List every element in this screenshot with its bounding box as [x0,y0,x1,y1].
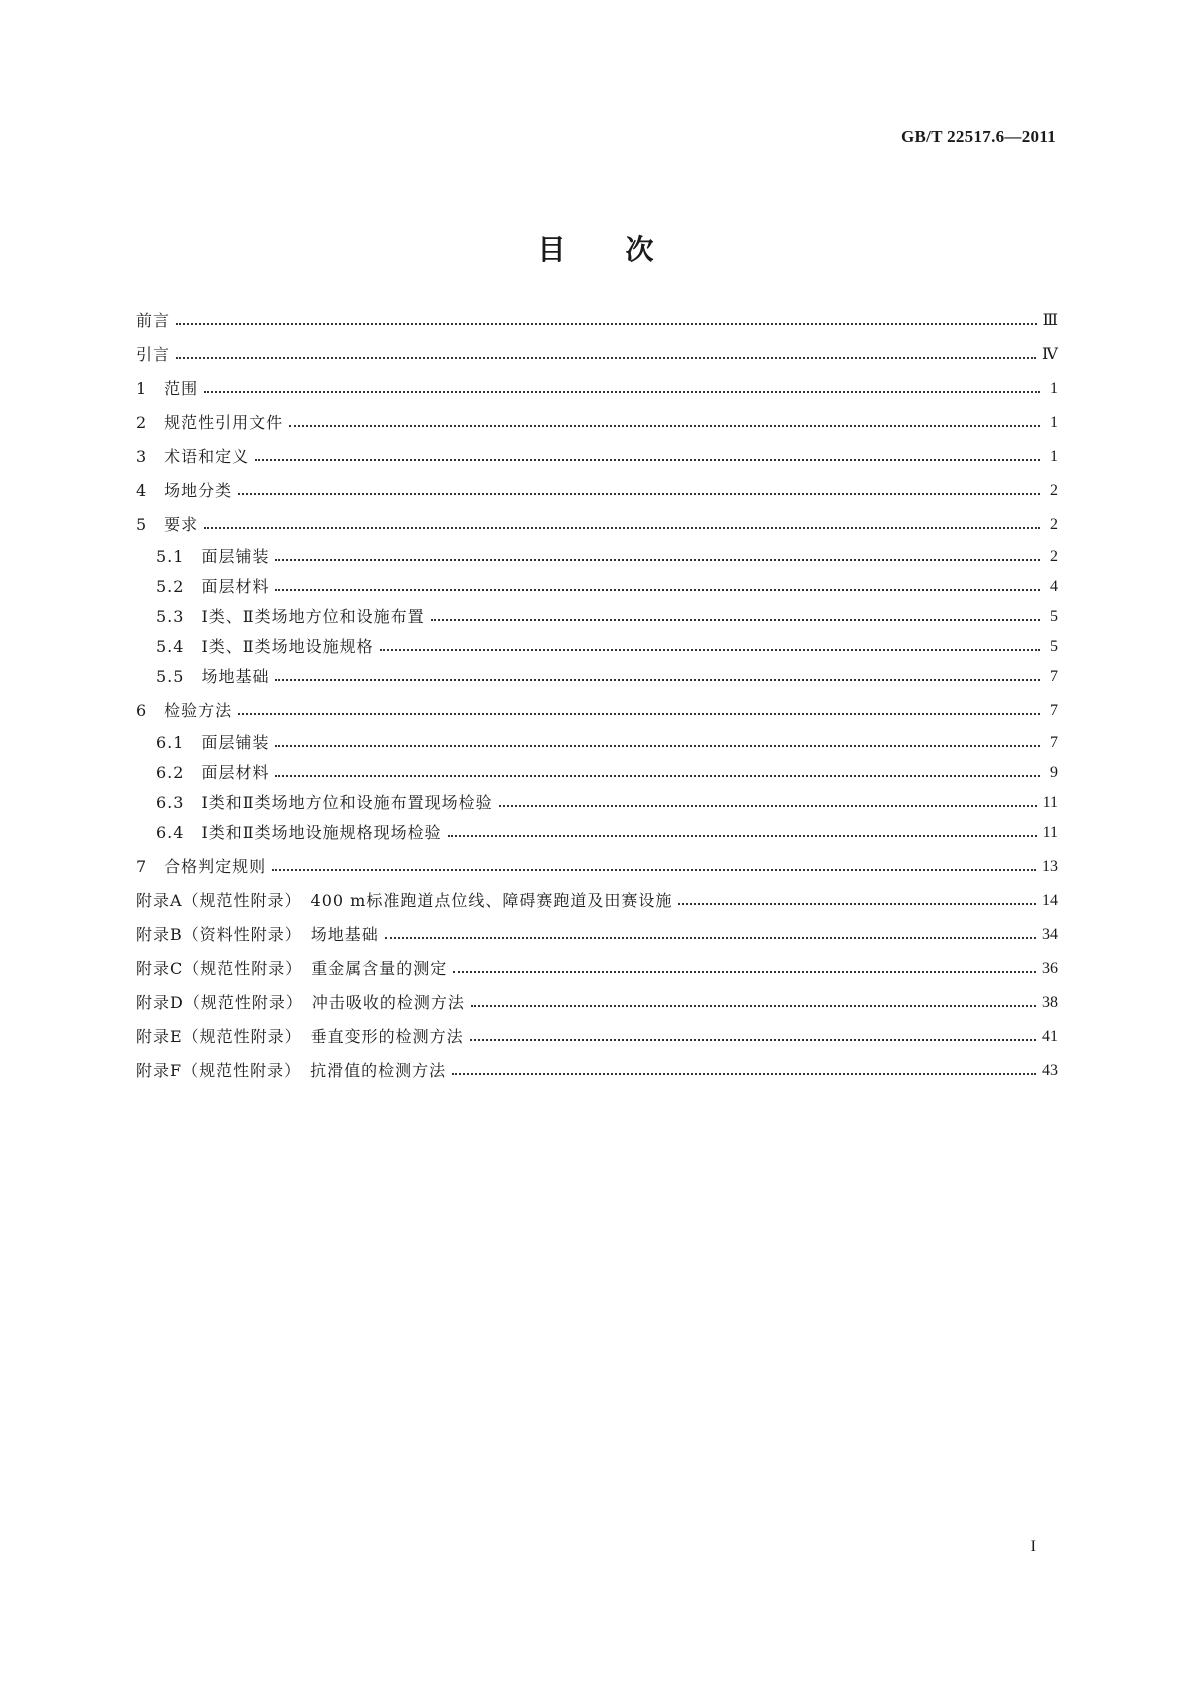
toc-entry[interactable] [136,446,1058,468]
toc-entry[interactable] [136,514,1058,536]
toc-entry-label: 附录B（资料性附录） 场地基础 [136,925,379,944]
toc-entry-label: 3 术语和定义 [136,447,250,466]
toc-entry-page: 4 [1050,578,1058,595]
toc-entry-page: 38 [1042,994,1058,1011]
toc-entry-label: 5.5 场地基础 [156,667,270,686]
toc-subentry[interactable] [156,762,1058,784]
toc-leader-dots [452,1060,1036,1082]
toc-entry-label: 附录F（规范性附录） 抗滑值的检测方法 [136,1061,447,1080]
toc-entry-label: 5.4 Ⅰ类、Ⅱ类场地设施规格 [156,637,374,656]
toc-entry-label: 附录C（规范性附录） 重金属含量的测定 [136,959,448,978]
toc-subentry[interactable] [156,606,1058,628]
toc-leader-dots [176,344,1036,366]
toc-leader-dots [453,958,1036,980]
toc-entry-label: 引言 [136,345,171,364]
toc-entry-page: 14 [1042,892,1058,909]
toc-entry-label: 5.3 Ⅰ类、Ⅱ类场地方位和设施布置 [156,607,425,626]
toc-leader-dots [678,890,1036,912]
toc-entry[interactable] [136,958,1058,980]
toc-entry[interactable] [136,378,1058,400]
toc-subentry[interactable] [156,576,1058,598]
standard-code: GB/T 22517.6—2011 [901,127,1056,146]
toc-subentry[interactable] [156,822,1058,844]
toc-entry-label: 7 合格判定规则 [136,857,267,876]
toc-entry-page: 11 [1042,794,1058,811]
toc-entry-label: 6.1 面层铺装 [156,733,270,752]
toc-entry-page: 5 [1050,608,1058,625]
toc-entry-label: 1 范围 [136,379,199,398]
toc-entry-page: 1 [1050,380,1058,397]
toc-entry-label: 5.2 面层材料 [156,577,270,596]
toc-entry-page: 5 [1050,638,1058,655]
toc-entry-label: 附录D（规范性附录） 冲击吸收的检测方法 [136,993,465,1012]
toc-entry-page: 9 [1050,764,1058,781]
toc-leader-dots [470,1026,1036,1048]
toc-entry-page: 13 [1042,858,1058,875]
toc-leader-dots [176,310,1037,332]
toc-leader-dots [275,732,1040,754]
toc-subentry[interactable] [156,666,1058,688]
toc-entry[interactable] [136,1060,1058,1082]
toc-entry-label: 5 要求 [136,515,199,534]
page-number: I [1030,1538,1036,1555]
toc-entry-page: Ⅳ [1042,346,1058,363]
toc-entry-label: 4 场地分类 [136,481,233,500]
toc-subentry[interactable] [156,792,1058,814]
toc-entry-page: 2 [1050,548,1058,565]
toc-entry-page: 7 [1050,734,1058,751]
toc-entry[interactable] [136,310,1058,332]
toc-entry-label: 6.2 面层材料 [156,763,270,782]
toc-entry[interactable] [136,1026,1058,1048]
toc-leader-dots [238,700,1040,722]
toc-leader-dots [204,378,1040,400]
toc-entry-label: 6.4 Ⅰ类和Ⅱ类场地设施规格现场检验 [156,823,442,842]
toc-leader-dots [380,636,1040,658]
toc-entry-page: 7 [1050,668,1058,685]
toc-entry-page: 11 [1042,824,1058,841]
toc-entry[interactable] [136,890,1058,912]
toc-entry-page: 1 [1050,448,1058,465]
toc-entry[interactable] [136,856,1058,878]
toc-leader-dots [385,924,1036,946]
toc-entry-page: 43 [1042,1062,1058,1079]
toc-leader-dots [275,762,1040,784]
toc-entry-label: 附录E（规范性附录） 垂直变形的检测方法 [136,1027,464,1046]
toc-leader-dots [238,480,1040,502]
toc-entry[interactable] [136,344,1058,366]
toc-leader-dots [255,446,1040,468]
toc-entry-page: 2 [1050,482,1058,499]
toc-entry-label: 2 规范性引用文件 [136,413,284,432]
toc-entry-page: 1 [1050,414,1058,431]
toc-entry[interactable] [136,700,1058,722]
toc-leader-dots [275,666,1040,688]
toc-entry[interactable] [136,924,1058,946]
toc-subentry[interactable] [156,546,1058,568]
toc-entry-page: Ⅲ [1042,312,1058,329]
toc-leader-dots [275,576,1040,598]
toc-leader-dots [204,514,1040,536]
toc-entry-label: 附录A（规范性附录） 400 m标准跑道点位线、障碍赛跑道及田赛设施 [136,891,673,910]
toc-leader-dots [431,606,1040,628]
toc-leader-dots [448,822,1037,844]
toc-leader-dots [499,792,1037,814]
toc-entry-page: 36 [1042,960,1058,977]
toc-entry[interactable] [136,412,1058,434]
toc-leader-dots [289,412,1040,434]
toc-entry-label: 前言 [136,311,171,330]
toc-entry-page: 7 [1050,702,1058,719]
toc-leader-dots [471,992,1036,1014]
toc-entry-page: 34 [1042,926,1058,943]
page-title: 目次 [537,233,714,266]
toc-entry[interactable] [136,992,1058,1014]
toc-subentry[interactable] [156,732,1058,754]
toc-entry[interactable] [136,480,1058,502]
toc-entry-label: 6 检验方法 [136,701,233,720]
toc-entry-page: 41 [1042,1028,1058,1045]
toc-entry-page: 2 [1050,516,1058,533]
toc-leader-dots [272,856,1036,878]
toc-entry-label: 5.1 面层铺装 [156,547,270,566]
toc-entry-label: 6.3 Ⅰ类和Ⅱ类场地方位和设施布置现场检验 [156,793,493,812]
toc-subentry[interactable] [156,636,1058,658]
toc-leader-dots [275,546,1040,568]
